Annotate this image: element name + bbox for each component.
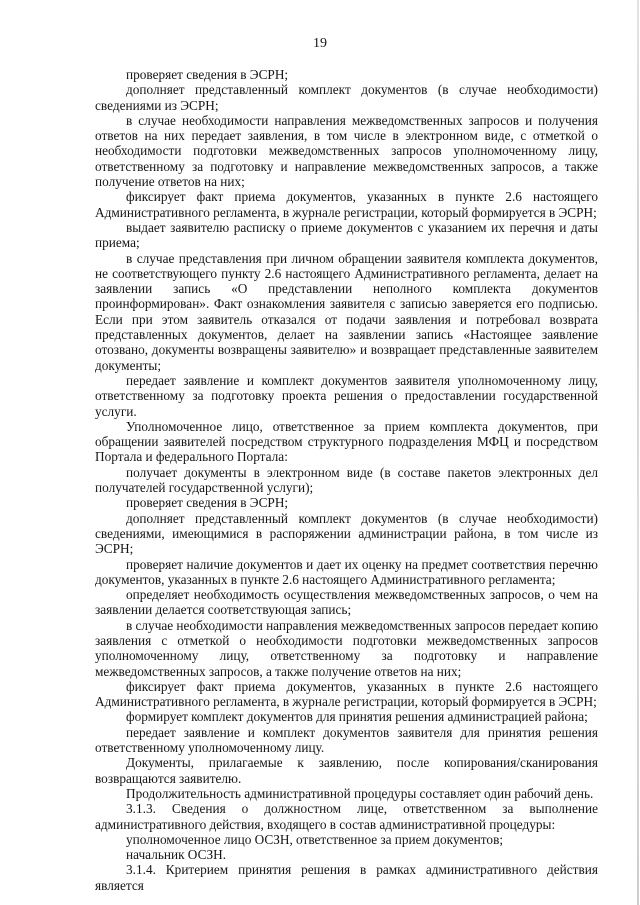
paragraph: определяет необходимость осуществления межведомственных запросов, о чем на заявлении делается соответствующая запись; [95, 587, 598, 618]
paragraph: в случае необходимости направления межведомственных запросов и получения ответов на них передает заявления, в том числе в электронном виде, с отметкой о необходимости подготовки межведомственных запросов уполномоченному лицу, ответственному за подготовку и направление межведомственных запросов, а также получение ответов на них; [95, 112, 598, 190]
page-number: 19 [313, 36, 327, 51]
paragraph: фиксирует факт приема документов, указанных в пункте 2.6 настоящего Административного регламента, в журнале регистрации, который формируется в ЭСРН; [95, 189, 598, 220]
paragraph: получает документы в электронном виде (в составе пакетов электронных дел получателей государственной услуги); [95, 464, 598, 496]
paragraph: проверяет наличие документов и дает их оценку на предмет соответствия перечню документов, указанных в пункте 2.6 настоящего Административного регламента; [95, 556, 598, 587]
paragraph: 3.1.4. Критерием принятия решения в рамках административного действия является [95, 862, 598, 893]
paragraph: начальник ОСЗН. [126, 847, 227, 863]
paragraph: в случае представления при личном обращении заявителя комплекта документов, не соответствующего пункту 2.6 настоящего Административного регламента, делает на заявлении запись «О представлении неполного комплекта документов проинформирован». Факт ознакомления заявителя с записью заверяется его подписью. Если при этом заявитель отказался от подачи заявления и потребовал возврата представленных документов, делает на заявлении запись «Настоящее заявление отозвано, документы возвращены заявителю» и возвращает представленные заявителем документы; [95, 250, 598, 373]
paragraph: передает заявление и комплект документов заявителя для принятия решения ответственному уполномоченному лицу. [95, 724, 598, 756]
paragraph: передает заявление и комплект документов заявителя уполномоченному лицу, ответственному за подготовку проекта решения о предоставлении государственной услуги. [95, 372, 598, 419]
scan-edge-line [637, 0, 639, 905]
paragraph: 3.1.3. Сведения о должностном лице, ответственном за выполнение административного действия, входящего в состав административной процедуры: [95, 801, 598, 832]
paragraph: формирует комплект документов для принятия решения администрацией района; [126, 709, 588, 725]
paragraph: проверяет сведения в ЭСРН; [126, 67, 289, 82]
document-body [95, 67, 598, 893]
paragraph: дополняет представленный комплект документов (в случае необходимости) сведениями из ЭСРН; [95, 82, 598, 113]
paragraph: дополняет представленный комплект документов (в случае необходимости) сведениями, имеющимися в распоряжении администрации района, в том числе из ЭСРН; [95, 510, 598, 557]
paragraph: Продолжительность административной процедуры составляет один рабочий день. [126, 785, 594, 801]
paragraph: уполномоченное лицо ОСЗН, ответственное за прием документов; [126, 831, 504, 847]
paragraph: Документы, прилагаемые к заявлению, после копирования/сканирования возвращаются заявителю. [95, 755, 598, 786]
paragraph: проверяет сведения в ЭСРН; [126, 495, 289, 511]
paragraph: Уполномоченное лицо, ответственное за прием комплекта документов, при обращении заявителей посредством структурного подразделения МФЦ и посредством Портала и федерального Портала: [95, 418, 598, 465]
paragraph: выдает заявителю расписку о приеме документов с указанием их перечня и даты приема; [95, 219, 598, 251]
paragraph: в случае необходимости направления межведомственных запросов передает копию заявления с отметкой о необходимости подготовки межведомственных запросов уполномоченному лицу, ответственному за подготовку и направление межведомственных запросов, а также получение ответов на них; [95, 617, 599, 679]
paragraph: фиксирует факт приема документов, указанных в пункте 2.6 настоящего Административного регламента, в журнале регистрации, который формируется в ЭСРН; [95, 678, 598, 710]
